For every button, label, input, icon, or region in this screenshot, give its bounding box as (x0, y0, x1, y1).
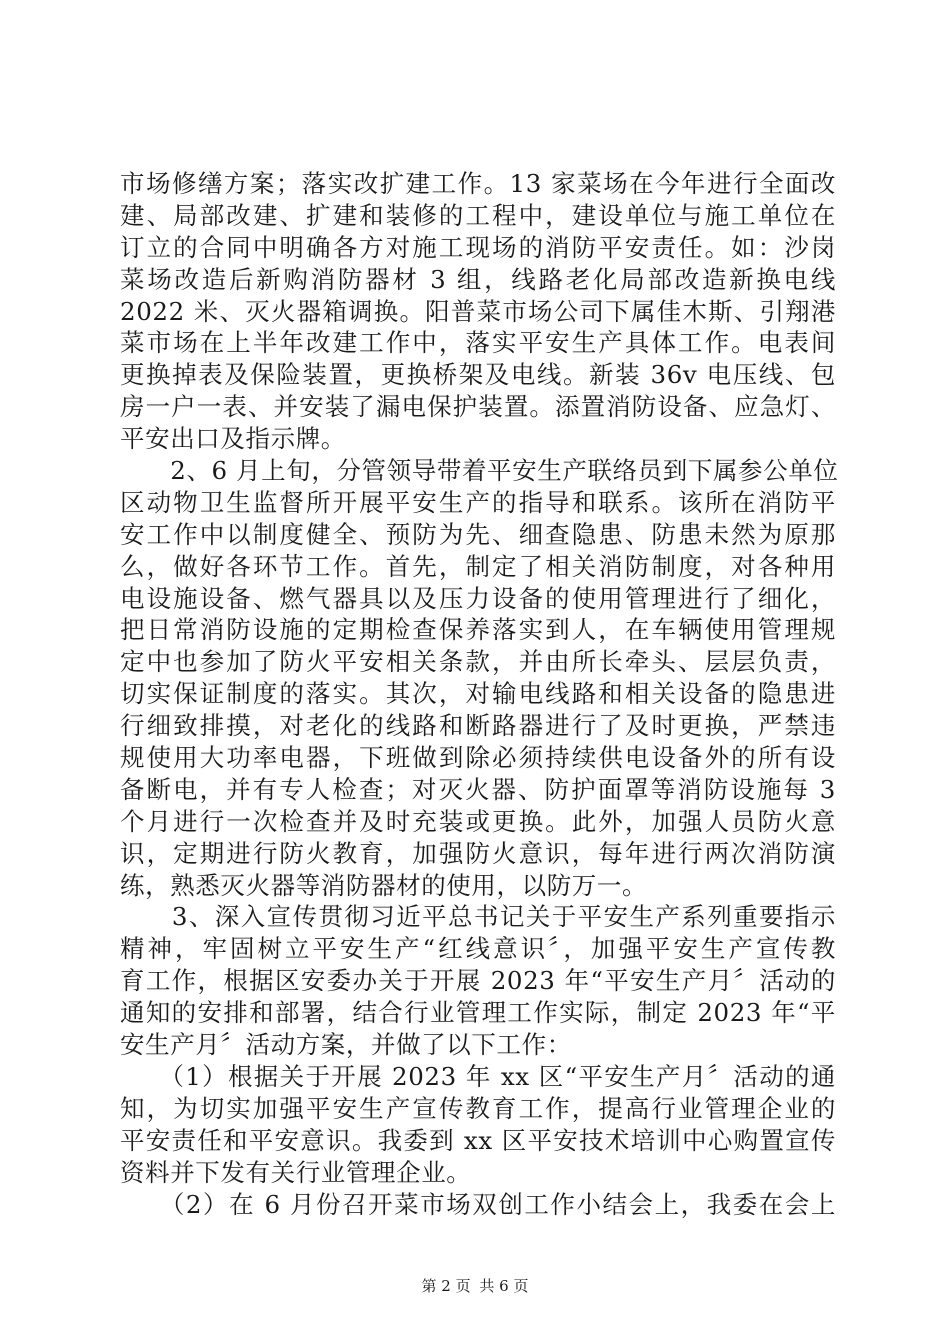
text-line: 知，为切实加强平安生产宣传教育工作，提高行业管理企业的 (120, 1093, 836, 1123)
page-number: 第 2 页 (421, 1277, 471, 1295)
text-line: （2）在 6 月份召开菜市场双创工作小结会上，我委在会上 (120, 1189, 836, 1219)
text-line: 个月进行一次检查并及时充装或更换。此外，加强人员防火意 (120, 806, 836, 836)
text-line: 更换掉表及保险装置，更换桥架及电线。新装 36v 电压线、包 (120, 360, 836, 390)
text-line: 安生产月〞活动方案，并做了以下工作： (120, 1030, 572, 1060)
text-line: 平安出口及指示牌。 (120, 424, 346, 454)
text-line: 订立的合同中明确各方对施工现场的消防平安责任。如：沙岗 (120, 232, 836, 262)
text-line: 规使用大功率电器，下班做到除必须持续供电设备外的所有设 (120, 743, 836, 773)
page-total: 共 6 页 (479, 1277, 529, 1295)
page-footer (0, 1276, 950, 1296)
text-line: 把日常消防设施的定期检查保养落实到人，在车辆使用管理规 (120, 615, 836, 645)
text-line: 市场修缮方案；落实改扩建工作。13 家菜场在今年进行全面改 (120, 169, 836, 198)
text-line: 3、深入宣传贯彻习近平总书记关于平安生产系列重要指示 (120, 902, 836, 932)
text-line: 识，定期进行防火教育，加强防火意识，每年进行两次消防演 (120, 838, 836, 868)
text-line: 通知的安排和部署，结合行业管理工作实际，制定 2023 年“平 (120, 998, 836, 1028)
text-line: 么，做好各环节工作。首先，制定了相关消防制度，对各种用 (120, 551, 836, 581)
text-line: 备断电，并有专人检查；对灭火器、防护面罩等消防设施每 3 (120, 774, 836, 804)
text-line: 精神，牢固树立平安生产“红线意识〞，加强平安生产宣传教 (120, 934, 836, 964)
text-line: 2022 米、灭火器箱调换。阳普菜市场公司下属佳木斯、引翔港 (120, 296, 836, 326)
text-line: 房一户一表、并安装了漏电保护装置。添置消防设备、应急灯、 (120, 392, 836, 422)
document-body (120, 168, 839, 1220)
text-line: 安工作中以制度健全、预防为先、细查隐患、防患未然为原那 (120, 519, 836, 549)
text-line: 资料并下发有关行业管理企业。 (120, 1157, 472, 1187)
text-line: 2、6 月上旬，分管领导带着平安生产联络员到下属参公单位 (120, 456, 839, 486)
text-line: 菜市场在上半年改建工作中，落实平安生产具体工作。电表间 (120, 328, 836, 358)
text-line: 菜场改造后新购消防器材 3 组，线路老化局部改造新换电线 (120, 264, 836, 294)
text-line: 行细致排摸，对老化的线路和断路器进行了及时更换，严禁违 (120, 711, 836, 741)
text-line: 建、局部改建、扩建和装修的工程中，建设单位与施工单位在 (120, 200, 836, 230)
text-line: 切实保证制度的落实。其次，对输电线路和相关设备的隐患进 (120, 679, 836, 709)
text-line: 练，熟悉灭火器等消防器材的使用，以防万一。 (120, 870, 648, 900)
text-line: 定中也参加了防火平安相关条款，并由所长牵头、层层负责， (120, 647, 836, 677)
text-line: 育工作，根据区安委办关于开展 2023 年“平安生产月〞活动的 (120, 966, 836, 996)
text-line: 电设施设备、燃气器具以及压力设备的使用管理进行了细化， (120, 583, 836, 613)
text-line: 区动物卫生监督所开展平安生产的指导和联系。该所在消防平 (120, 487, 836, 517)
text-line: 平安责任和平安意识。我委到 xx 区平安技术培训中心购置宣传 (120, 1125, 836, 1155)
text-line: （1）根据关于开展 2023 年 xx 区“平安生产月〞活动的通 (120, 1061, 836, 1091)
